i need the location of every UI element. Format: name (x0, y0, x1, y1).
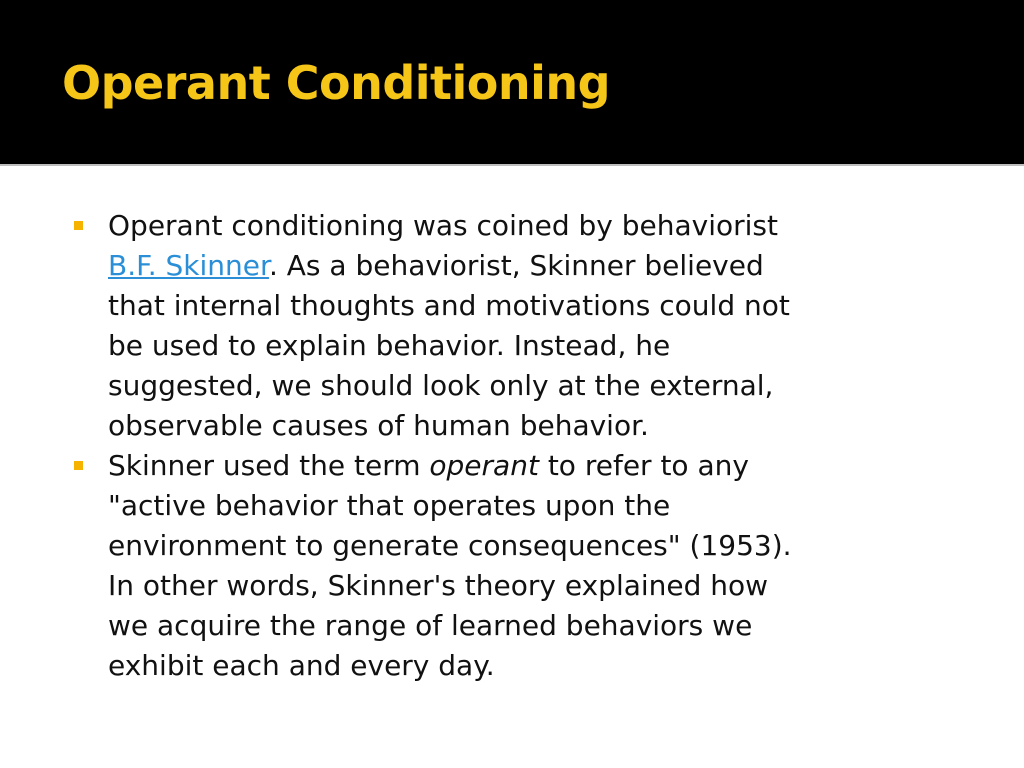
content-area (0, 166, 1024, 768)
text-segment: . As a behaviorist, Skinner believed (268, 249, 764, 282)
emphasized-term: operant (429, 449, 539, 482)
text-segment: be used to explain behavior. Instead, he (108, 329, 671, 362)
text-segment: "active behavior that operates upon the (108, 489, 671, 522)
bullet-text-line (108, 326, 970, 366)
bullet-text-line (108, 406, 970, 446)
bullet-text-line (108, 486, 970, 526)
square-bullet-icon (74, 221, 83, 230)
text-segment: Operant conditioning was coined by behaviorist (108, 209, 778, 242)
text-segment: observable causes of human behavior. (108, 409, 649, 442)
slide-title: Operant Conditioning (62, 56, 611, 110)
bullet-text-line (108, 566, 970, 606)
bullet-list (70, 206, 970, 686)
bullet-text-line (108, 446, 970, 486)
bullet-text-line (108, 206, 970, 246)
bullet-item (70, 446, 970, 686)
text-segment: we acquire the range of learned behaviors we (108, 609, 753, 642)
text-segment: that internal thoughts and motivations could not (108, 289, 790, 322)
skinner-link[interactable]: B.F. Skinner (108, 249, 269, 282)
bullet-text-line (108, 646, 970, 686)
bullet-text-line (108, 366, 970, 406)
square-bullet-icon (74, 461, 83, 470)
bullet-text-line (108, 246, 970, 286)
text-segment: In other words, Skinner's theory explained how (108, 569, 769, 602)
text-segment: exhibit each and every day. (108, 649, 495, 682)
text-segment: environment to generate consequences" (1953). (108, 529, 792, 562)
bullet-text-line (108, 526, 970, 566)
bullet-item (70, 206, 970, 446)
bullet-text-line (108, 286, 970, 326)
text-segment: Skinner used the term (108, 449, 430, 482)
text-segment: suggested, we should look only at the external, (108, 369, 774, 402)
text-segment: to refer to any (538, 449, 749, 482)
bullet-text-line (108, 606, 970, 646)
title-bar (0, 0, 1024, 158)
